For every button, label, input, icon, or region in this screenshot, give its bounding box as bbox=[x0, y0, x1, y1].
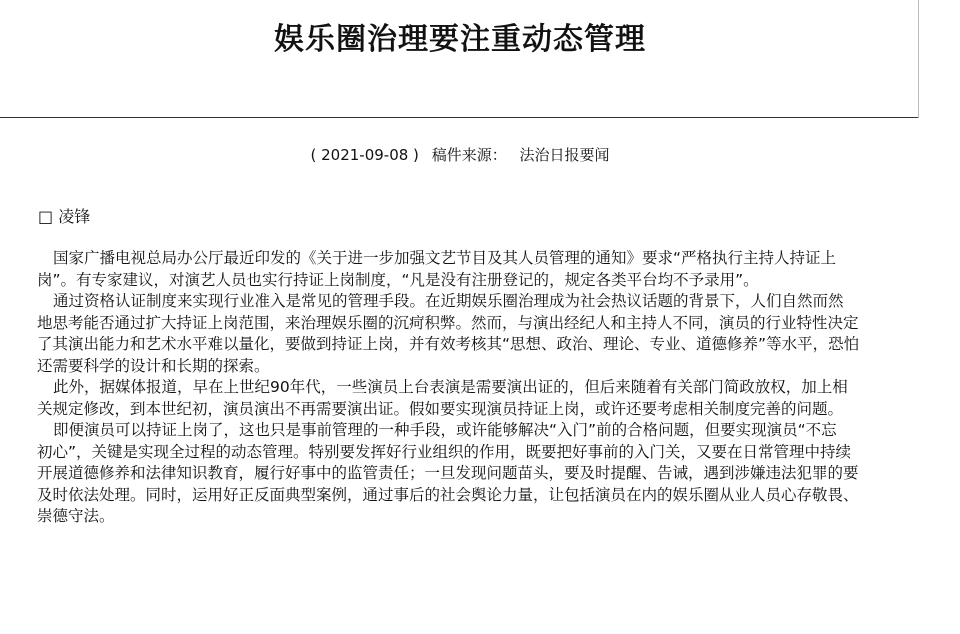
author: □ 凌锋 bbox=[38, 207, 91, 226]
text-line: 还需要科学的设计和长期的探索。 bbox=[37, 356, 270, 375]
text-line: 了其演出能力和艺术水平难以量化，要做到持证上岗，并有效考核其“思想、政治、理论、专业、道德修养”等水平，恐怕 bbox=[37, 335, 860, 353]
text-line: 开展道德修养和法律知识教育，履行好事中的监管责任；一旦发现问题苗头，要及时提醒、告诫，遇到涉嫌违法犯罪的要 bbox=[37, 464, 859, 482]
text-line: 地思考能否通过扩大持证上岗范围，来治理娱乐圈的沉疴积弊。然而，与演出经纪人和主持人不同，演员的行业特性决定 bbox=[37, 313, 859, 332]
article-title: 娱乐圈治理要注重动态管理 bbox=[274, 22, 646, 57]
title-divider bbox=[0, 117, 918, 118]
paragraph bbox=[37, 291, 922, 377]
publish-date: ( 2021-09-08 ) bbox=[310, 146, 419, 164]
text-line: 国家广播电视总局办公厅最近印发的《关于进一步加强文艺节目及其人员管理的通知》要求“严格执行主持人持证上 bbox=[53, 249, 837, 267]
text-line: 关规定修改，到本世纪初，演员演出不再需要演出证。假如要实现演员持证上岗，或许还要考虑相关制度完善的问题。 bbox=[37, 399, 844, 418]
text-line: 及时依法处理。同时，运用好正反面典型案例，通过事后的社会舆论力量，让包括演员在内的娱乐圈从业人员心存敬畏、 bbox=[37, 485, 859, 504]
paragraph bbox=[37, 377, 922, 420]
paragraph bbox=[37, 420, 922, 528]
article-body bbox=[37, 248, 922, 528]
article-meta bbox=[0, 144, 920, 165]
paragraph bbox=[37, 248, 922, 291]
source-label: 稿件来源： bbox=[431, 146, 507, 164]
text-line: 通过资格认证制度来实现行业准入是常见的管理手段。在近期娱乐圈治理成为社会热议话题的背景下，人们自然而然 bbox=[53, 292, 844, 310]
text-line: 初心”，关键是实现全过程的动态管理。特别要发挥好行业组织的作用，既要把好事前的入门关，又要在日常管理中持续 bbox=[37, 442, 852, 461]
text-line: 崇德守法。 bbox=[37, 507, 115, 525]
source-name: 法治日报要闻 bbox=[519, 146, 610, 164]
text-line: 此外，据媒体报道，早在上世纪90年代，一些演员上台表演是需要演出证的，但后来随着有关部门简政放权，加上相 bbox=[53, 378, 848, 396]
text-line: 即便演员可以持证上岗了，这也只是事前管理的一种手段，或许能够解决“入门”前的合格问题，但要实现演员“不忘 bbox=[53, 421, 837, 439]
text-line: 岗”。有专家建议，对演艺人员也实行持证上岗制度，“凡是没有注册登记的，规定各类平台均不予录用”。 bbox=[37, 270, 759, 289]
